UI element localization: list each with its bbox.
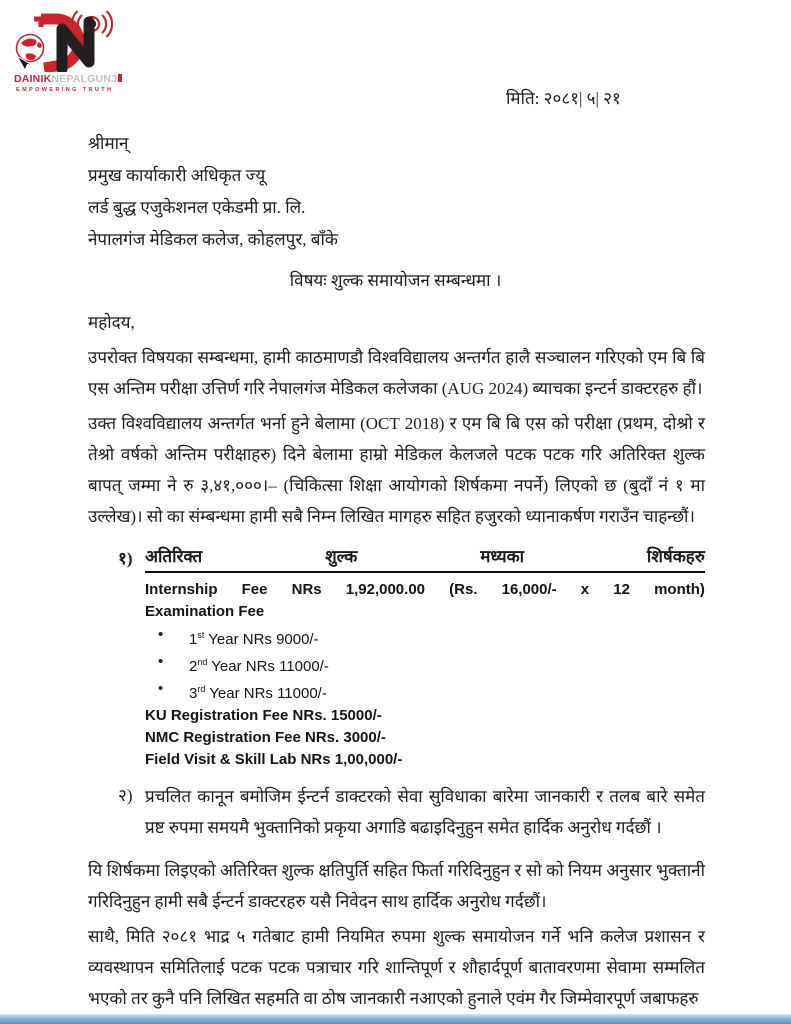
internship-token: Fee <box>241 581 268 598</box>
item-1-marker: १) <box>118 549 133 568</box>
examination-fee-label: Examination Fee <box>145 603 265 620</box>
list-item <box>145 678 705 705</box>
subject-line: विषयः शुल्क समायोजन सम्बन्धमा । <box>289 271 502 290</box>
demand-item-2 <box>118 781 705 843</box>
internship-token: (Rs. <box>449 581 478 598</box>
logo-graphic-icon <box>14 6 118 72</box>
item-2-marker: २) <box>118 786 133 805</box>
heading-word-2: शुल्क <box>325 547 358 566</box>
nmc-registration-fee: NMC Registration Fee NRs. 3000/- <box>145 729 386 746</box>
recipient-location: नेपालगंज मेडिकल कलेज, कोहलपुर, बाँके <box>88 230 338 249</box>
bullet-icon: • <box>158 626 164 643</box>
internship-token: 12 <box>613 581 630 598</box>
list-item <box>145 651 705 678</box>
item-1-body <box>145 544 705 771</box>
letter-date: मिति: २०८१| ५| २१ <box>506 89 621 108</box>
body-paragraph-1: उपरोक्त विषयका सम्बन्धमा, हामी काठमाणडौ विश्वविद्यालय अन्तर्गत हालै सञ्चालन गरिएको एम बि बि एस अन्तिम परीक्षा उत्तिर्ण गरि नेपालगंज मेडिकल कलेजका (AUG 2024) ब्याचका इन्टर्न डाक्टरहरु हौं। <box>88 348 705 398</box>
fee-text: Year NRs 9000/- <box>204 631 319 648</box>
bullet-icon: • <box>158 653 164 670</box>
ku-registration-fee: KU Registration Fee NRs. 15000/- <box>145 707 382 724</box>
demands-list <box>118 544 705 843</box>
logo-wordmark <box>14 73 144 85</box>
exam-year-2-fee <box>189 651 329 678</box>
fee-text: Year NRs 11000/- <box>207 658 329 675</box>
recipient-organization: लर्ड बुद्ध एजुकेशनल एकेडमी प्रा. लि. <box>88 198 306 217</box>
ordinal-suffix: nd <box>197 657 208 667</box>
year-number: 1 <box>189 631 198 648</box>
body-paragraph-3: यि शिर्षकमा लिइएको अतिरिक्त शुल्क क्षतिपुर्ति सहित फिर्ता गरिदिनुहुन र सो को नियम अनुसार भुक्तानी गरिदिनुहुन हामी सबै ईन्टर्न डाक्टरहरु यसै निवेदन साथ हार्दिक अनुरोध गर्दछौं। <box>88 861 705 911</box>
internship-token: 16,000/- <box>501 581 557 598</box>
internship-token: x <box>580 581 590 598</box>
field-visit-skill-lab-fee: Field Visit & Skill Lab NRs 1,00,000/- <box>145 751 403 768</box>
year-number: 3 <box>189 685 198 702</box>
letter-d-tick <box>34 19 41 27</box>
letter-header <box>0 0 791 120</box>
brand-name-bold: DAINIK <box>14 73 52 85</box>
internship-fee-line <box>145 579 705 601</box>
recipient-title: प्रमुख कार्याकारी अधिकृत ज्यू <box>88 166 266 185</box>
logo-tagline: EMPOWERING TRUTH <box>16 87 114 93</box>
internship-token: Internship <box>145 581 218 598</box>
ordinal-suffix: st <box>197 630 205 640</box>
heading-word-4: शिर्षकहरु <box>646 547 705 566</box>
heading-word-1: अतिरिक्त <box>145 547 203 566</box>
year-number: 2 <box>189 658 198 675</box>
internship-token: month) <box>654 581 705 598</box>
bullet-icon: • <box>158 680 164 697</box>
internship-token: NRs <box>291 581 322 598</box>
brand-block-icon <box>118 74 122 82</box>
body-paragraph-2: उक्त विश्वविद्यालय अन्तर्गत भर्ना हुने बेलामा (OCT 2018) र एम बि बि एस को परीक्षा (प्रथम, दोश्रो र तेश्रो वर्षको अन्तिम परीक्षाहरु) दिने बेलामा हाम्रो मेडिकल केलजले पटक पटक गरि अतिरिक्त शुल्क बापत् जम्मा ने रु ३,४१,०००।– (चिकित्सा शिक्षा आयोगको शिर्षकमा नपर्ने) लिएको छ (बुदाँ नं १ मा उल्लेख)। सो का संम्बन्धमा हामी सबै निम्न लिखित मागहरु सहित हजुरको ध्यानाकर्षण गराउँन चाहन्छौं। <box>88 414 705 526</box>
dainik-nepalgunj-logo <box>14 6 144 93</box>
ordinal-suffix: rd <box>197 684 206 694</box>
list-item <box>145 624 705 651</box>
exam-year-fee-list <box>145 624 705 705</box>
heading-word-3: मध्यका <box>480 547 525 566</box>
greeting: महोदय, <box>88 313 135 332</box>
globe-icon <box>17 35 44 62</box>
fee-table-heading <box>145 544 705 573</box>
item-2-text: प्रचलित कानून बमोजिम ईन्टर्न डाक्टरको सेवा सुविधाका बारेमा जानकारी र तलब बारे समेत प्रष्ट रुपमा समयमै भुक्तानिको प्रकृया अगाडि बढाइदिनुहुन समेत हार्दिक अनुरोध गर्दछौं । <box>145 787 705 837</box>
bottom-blue-bar <box>0 1014 791 1024</box>
recipient-address-block <box>88 128 705 256</box>
salutation: श्रीमान् <box>88 134 129 153</box>
exam-year-1-fee <box>189 624 319 651</box>
body-paragraph-4: साथै, मिति २०८१ भाद्र ५ गतेबाट हामी नियमित रुपमा शुल्क समायोजन गर्ने भनि कलेज प्रशासन र व्यवस्थापन समितिलाई पटक पटक पत्राचार गरि शान्तिपूर्ण र शौहार्दपूर्ण बातावरणमा सेवामा सम्मलित भएको तर कुनै पनि लिखित सहमति वा ठोष जानकारी नआएको हुनाले एवंम गैर जिम्मेवारपूर्ण जबाफहरु <box>88 927 705 1008</box>
internship-token: 1,92,000.00 <box>345 581 426 598</box>
brand-name-light: NEPALGUNJ <box>51 73 118 85</box>
fee-text: Year NRs 11000/- <box>205 685 327 702</box>
exam-year-3-fee <box>189 678 327 705</box>
demand-item-1 <box>118 544 705 771</box>
